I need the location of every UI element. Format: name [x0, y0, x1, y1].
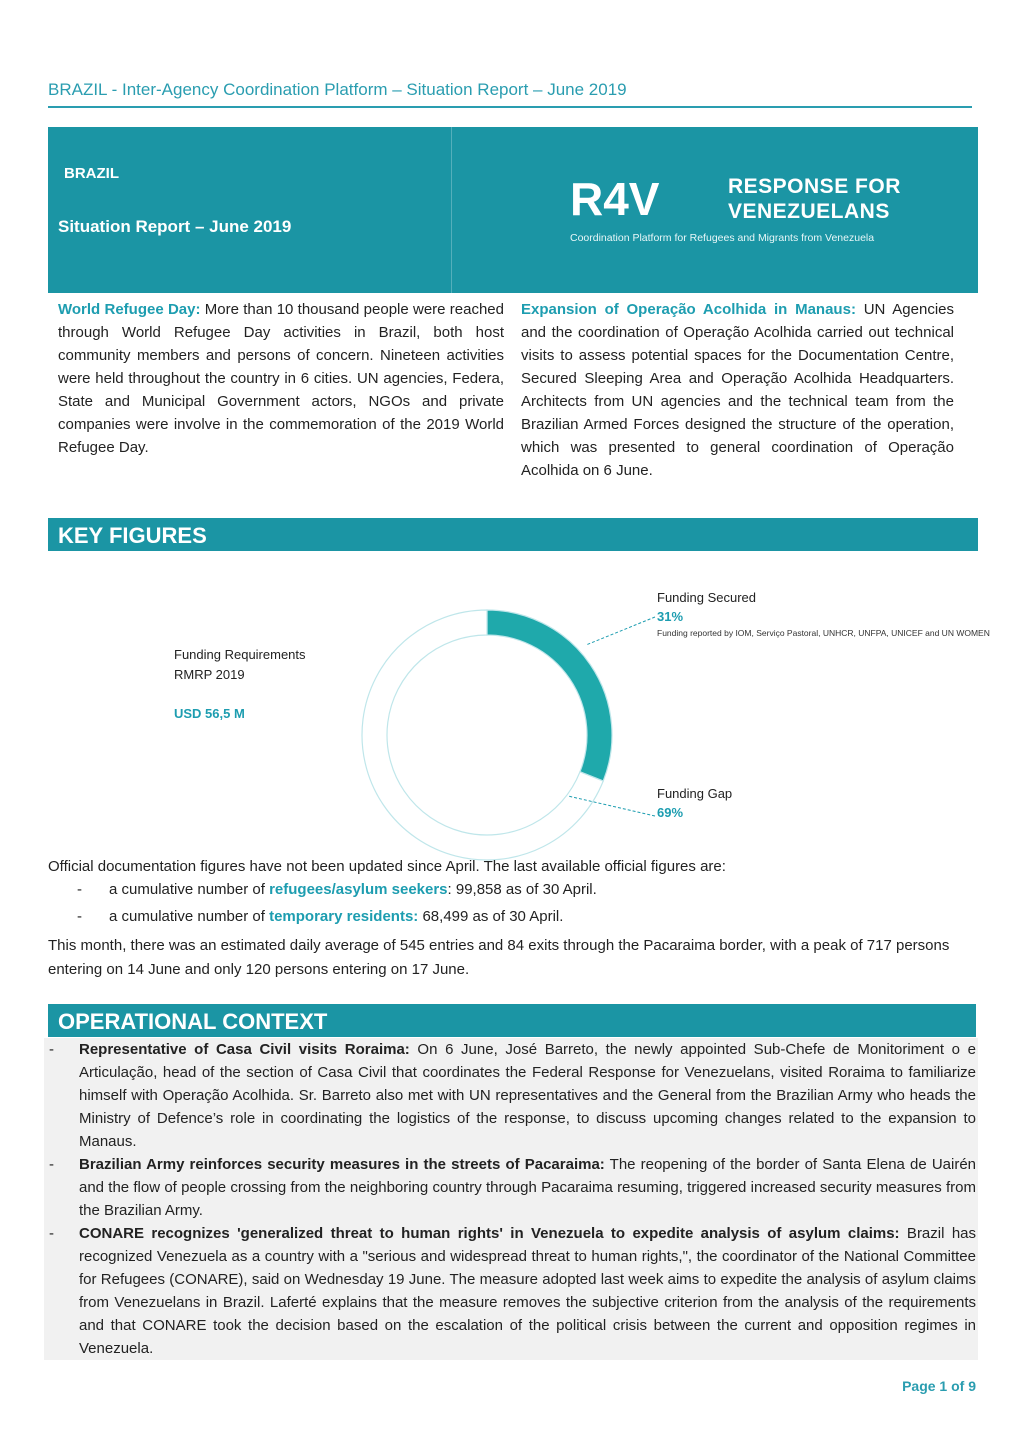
bullet-dash: - [77, 881, 82, 898]
logo-mark-text: R4V [570, 173, 660, 225]
r4v-logo [570, 175, 960, 247]
ops-item-lead: Brazilian Army reinforces security measures in the streets of Pacaraima: [79, 1156, 605, 1173]
banner-country: BRAZIL [64, 165, 119, 182]
item-prefix: a cumulative number of [109, 908, 270, 925]
border-stats: This month, there was an estimated daily average of 545 entries and 84 exits through the Pacaraima border, with a peak of 717 persons entering on 14 June and only 120 persons entering on 17 June. [48, 937, 950, 978]
report-banner [48, 127, 978, 293]
banner-divider [451, 127, 452, 293]
intro-right-text: UN Agencies and the coordination of Operação Acolhida carried out technical visits to assess potential spaces for the Documentation Centre, Secured Sleeping Area and Operação Acolhida Headquarters. Architects from UN agencies and the technical team from the Brazilian Armed Forces designed the structure of the operation, which was presented to general coordination of Operação Acolhida on 6 June. [521, 301, 954, 479]
value-funding-gap: 69% [657, 805, 684, 820]
ops-item-text: The reopening of the border of Santa Elena de Uairén and the flow of people crossing from the neighboring country through Pacaraima resuming, triggered increased security measures from the Brazilian Army. [79, 1156, 977, 1219]
logo-line-1: RESPONSE FOR [728, 175, 901, 198]
refugees-term: refugees/asylum seekers [269, 881, 448, 898]
donut-slice-secured [487, 610, 612, 781]
ops-item-army-security [49, 1153, 977, 1222]
intro-world-refugee-day [58, 298, 504, 459]
running-header: BRAZIL - Inter-Agency Coordination Platform – Situation Report – June 2019 [48, 80, 972, 108]
label-funding-gap: Funding Gap [657, 786, 733, 801]
ops-dash: - [49, 1225, 54, 1242]
ops-item-text: On 6 June, José Barreto, the newly appointed Sub-Chefe de Monitoriment o e Articulação, head of the section of Casa Civil that coordinates the Federal Response for Venezuelans, visited Roraima to familiarize himself with Operação Acolhida. Sr. Barreto also met with UN representatives and the General from the Brazilian Army who heads the Ministry of Defence’s role in coordinating the logistics of the response, to discuss upcoming changes related to the expansion to Manaus. [79, 1041, 976, 1150]
banner-title: Situation Report – June 2019 [58, 217, 292, 236]
page-number: Page 1 of 9 [902, 1378, 976, 1394]
ops-item-text: Brazil has recognized Venezuela as a country with a "serious and widespread threat to human rights,", the coordinator of the National Committee for Refugees (CONARE), said on Wednesday 19 June. The measure adopted last week aims to expedite the analysis of asylum claims from Venezuelans in Brazil. Laferté explains that the measure removes the subjective criterion from the analysis of the requirements and that CONARE took the decision based on the escalation of the political crisis between the current and opposition regimes in Venezuela. [79, 1225, 976, 1357]
funding-donut-chart [150, 570, 990, 840]
chart-title-line-1: Funding Requirements [174, 647, 306, 662]
intro-left-lead: World Refugee Day: [58, 301, 201, 318]
item-suffix: 68,499 as of 30 April. [418, 908, 564, 925]
item-prefix: a cumulative number of [109, 881, 270, 898]
residents-term: temporary residents: [269, 908, 419, 925]
bullet-dash: - [77, 908, 82, 925]
note-funding-secured: Funding reported by IOM, Serviço Pastoral, UNHCR, UNFPA, UNICEF and UN WOMEN [657, 628, 990, 638]
item-suffix: : 99,858 as of 30 April. [447, 881, 597, 898]
figures-intro: Official documentation figures have not been updated since April. The last available official figures are: [48, 858, 726, 875]
intro-right-lead: Expansion of Operação Acolhida in Manaus: [521, 301, 856, 318]
value-funding-secured: 31% [657, 609, 684, 624]
intro-left-text: More than 10 thousand people were reached through World Refugee Day activities in Brazil, both host community members and persons of concern. Nineteen activities were held throughout the country in 6 cities. UN agencies, Federa, State and Municipal Government actors, NGOs and private companies were involve in the commemoration of the 2019 World Refugee Day. [58, 301, 504, 456]
label-funding-secured: Funding Secured [657, 590, 757, 605]
ops-item-lead: Representative of Casa Civil visits Roraima: [79, 1041, 410, 1058]
bullet-text [109, 908, 563, 925]
leader-funding-secured [586, 617, 655, 645]
operational-context-heading: OPERATIONAL CONTEXT [48, 1004, 976, 1037]
ops-item-lead: CONARE recognizes 'generalized threat to human rights' in Venezuela to expedite analysis of asylum claims: [79, 1225, 900, 1242]
chart-title-line-2: RMRP 2019 [174, 667, 245, 682]
bullet-text [109, 881, 597, 898]
chart-total-label: USD 56,5 M [174, 706, 245, 721]
key-figures-heading: KEY FIGURES [48, 518, 978, 551]
logo-line-2: VENEZUELANS [728, 200, 890, 223]
ops-item-conare [49, 1222, 976, 1360]
ops-item-casa-civil [49, 1038, 976, 1153]
ops-dash: - [49, 1041, 54, 1058]
logo-subtitle: Coordination Platform for Refugees and Migrants from Venezuela [570, 232, 875, 244]
ops-dash: - [49, 1156, 54, 1173]
r4v-logo-mark [570, 175, 718, 223]
intro-expansion-manaus [521, 298, 954, 482]
